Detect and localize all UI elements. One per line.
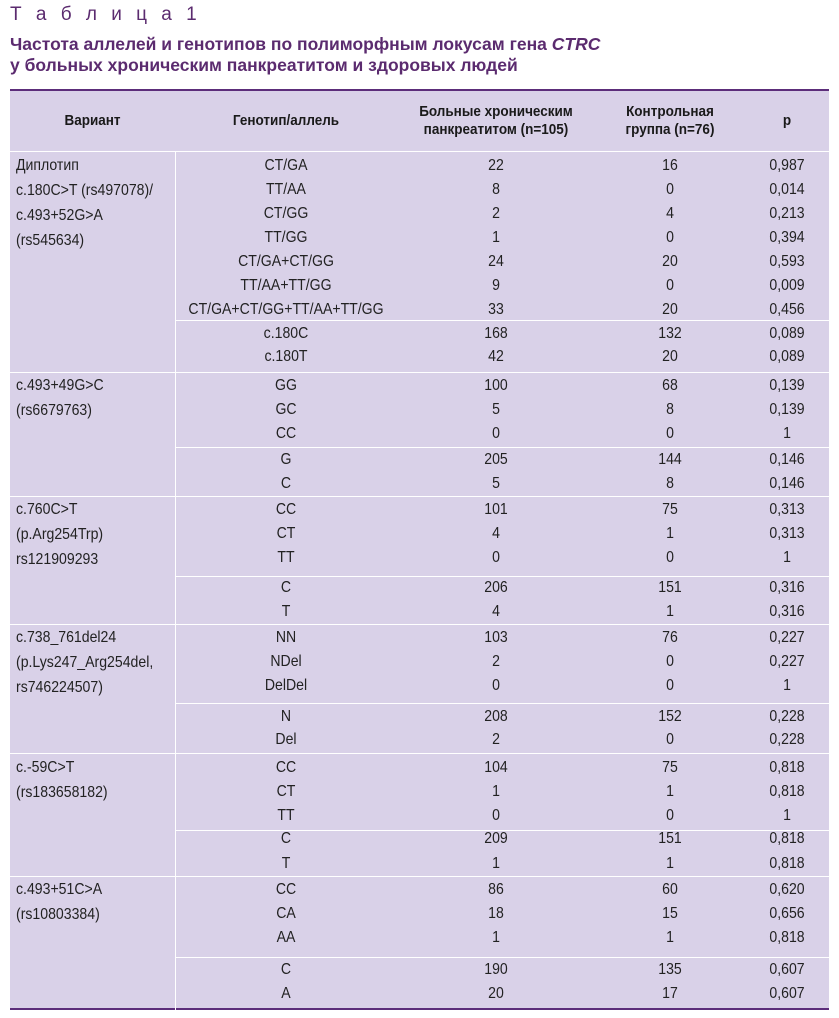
variant-label: c.493+52G>A xyxy=(16,207,103,224)
allele-p-value: 0,089 xyxy=(769,348,805,365)
allele-control-count: 152 xyxy=(658,708,682,725)
genotype-p-value: 0,818 xyxy=(769,759,805,776)
genotype-control-count: 20 xyxy=(662,253,678,270)
variant-label: c.760C>T xyxy=(16,501,78,518)
header-patients-line1: Больные хроническим xyxy=(419,103,573,120)
table-label: Т а б л и ц а 1 xyxy=(10,4,202,25)
variant-label: Диплотип xyxy=(16,157,79,174)
allele-p-value: 0,316 xyxy=(769,603,805,620)
genotype-control-count: 0 xyxy=(666,181,674,198)
genotype-control-count: 75 xyxy=(662,759,678,776)
genotype-patients-count: 1 xyxy=(492,783,500,800)
variant-label: (rs10803384) xyxy=(16,906,100,923)
title-gene: CTRC xyxy=(551,34,601,54)
genotype-patients-count: 2 xyxy=(492,205,500,222)
allele-separator xyxy=(176,957,829,958)
allele-control-count: 132 xyxy=(658,325,682,342)
genotype-control-count: 0 xyxy=(666,549,674,566)
genotype-control-count: 0 xyxy=(666,653,674,670)
allele-control-count: 151 xyxy=(658,830,682,847)
genotype-p-value: 0,818 xyxy=(769,929,805,946)
genotype-control-count: 68 xyxy=(662,377,678,394)
genotype-patients-count: 33 xyxy=(488,301,504,318)
genotype-name: GG xyxy=(275,377,297,394)
allele-name: T xyxy=(281,855,291,872)
header-control xyxy=(603,91,738,151)
genotype-patients-count: 24 xyxy=(488,253,504,270)
genotype-name: CA xyxy=(276,905,296,922)
genotype-p-value: 1 xyxy=(783,549,791,566)
allele-name: c.180C xyxy=(263,325,309,342)
genotype-patients-count: 8 xyxy=(492,181,500,198)
allele-p-value: 0,818 xyxy=(769,830,805,847)
genotype-control-count: 1 xyxy=(666,525,674,542)
allele-p-value: 0,228 xyxy=(769,708,805,725)
genotype-patients-count: 9 xyxy=(492,277,500,294)
allele-separator xyxy=(176,320,829,321)
genotype-p-value: 0,009 xyxy=(769,277,805,294)
genotype-name: CT xyxy=(276,783,296,800)
variant-label: (rs183658182) xyxy=(16,784,108,801)
genotype-control-count: 4 xyxy=(666,205,674,222)
group-separator xyxy=(10,753,829,754)
allele-name: C xyxy=(280,475,292,492)
genotype-name: CC xyxy=(275,759,297,776)
header-separator xyxy=(10,151,829,152)
genotype-control-count: 20 xyxy=(662,301,678,318)
allele-patients-count: 208 xyxy=(484,708,508,725)
genotype-p-value: 0,139 xyxy=(769,401,805,418)
allele-separator xyxy=(176,576,829,577)
allele-patients-count: 20 xyxy=(488,985,504,1002)
genotype-p-value: 1 xyxy=(783,807,791,824)
genotype-control-count: 60 xyxy=(662,881,678,898)
allele-patients-count: 205 xyxy=(484,451,508,468)
genotype-name: CT xyxy=(276,525,296,542)
variant-label: (p.Arg254Trp) xyxy=(16,526,104,543)
variant-label: rs121909293 xyxy=(16,551,99,568)
genotype-name: CC xyxy=(275,881,297,898)
data-table xyxy=(10,89,829,1010)
allele-control-count: 144 xyxy=(658,451,682,468)
variant-label: c.493+49G>C xyxy=(16,377,104,394)
genotype-control-count: 16 xyxy=(662,157,678,174)
allele-control-count: 1 xyxy=(666,603,674,620)
genotype-p-value: 0,014 xyxy=(769,181,805,198)
genotype-name: NDel xyxy=(270,653,302,670)
allele-p-value: 0,228 xyxy=(769,731,805,748)
genotype-name: CT/GA+CT/GG xyxy=(238,253,334,270)
genotype-name: NN xyxy=(275,629,297,646)
allele-separator xyxy=(176,703,829,704)
allele-patients-count: 42 xyxy=(488,348,504,365)
variant-label: c.493+51C>A xyxy=(16,881,103,898)
genotype-name: TT xyxy=(277,807,295,824)
genotype-name: CT/GG xyxy=(263,205,309,222)
header-patients xyxy=(407,91,585,151)
genotype-name: AA xyxy=(276,929,296,946)
genotype-patients-count: 5 xyxy=(492,401,500,418)
genotype-name: TT/AA xyxy=(266,181,306,198)
genotype-control-count: 0 xyxy=(666,677,674,694)
allele-patients-count: 209 xyxy=(484,830,508,847)
allele-control-count: 151 xyxy=(658,579,682,596)
variant-column-divider xyxy=(175,151,176,1010)
allele-name: Del xyxy=(275,731,297,748)
genotype-p-value: 0,313 xyxy=(769,501,805,518)
genotype-control-count: 15 xyxy=(662,905,678,922)
genotype-patients-count: 100 xyxy=(484,377,508,394)
variant-label: (rs545634) xyxy=(16,232,85,249)
genotype-patients-count: 0 xyxy=(492,677,500,694)
header-control-line1: Контрольная xyxy=(626,103,714,120)
title-line1-prefix: Частота аллелей и генотипов по полиморфным локусам гена xyxy=(10,34,552,54)
allele-p-value: 0,607 xyxy=(769,985,805,1002)
genotype-control-count: 8 xyxy=(666,401,674,418)
genotype-name: CC xyxy=(275,425,297,442)
table-title xyxy=(10,34,600,76)
variant-label: c.-59C>T xyxy=(16,759,75,776)
allele-control-count: 135 xyxy=(658,961,682,978)
variant-label: (rs6679763) xyxy=(16,402,92,419)
allele-control-count: 1 xyxy=(666,855,674,872)
genotype-p-value: 0,394 xyxy=(769,229,805,246)
allele-p-value: 0,316 xyxy=(769,579,805,596)
genotype-p-value: 0,818 xyxy=(769,783,805,800)
allele-separator xyxy=(176,447,829,448)
genotype-p-value: 0,227 xyxy=(769,653,805,670)
genotype-name: TT/AA+TT/GG xyxy=(240,277,332,294)
genotype-patients-count: 4 xyxy=(492,525,500,542)
genotype-patients-count: 1 xyxy=(492,229,500,246)
genotype-p-value: 1 xyxy=(783,425,791,442)
genotype-p-value: 0,456 xyxy=(769,301,805,318)
genotype-p-value: 0,656 xyxy=(769,905,805,922)
genotype-name: DelDel xyxy=(264,677,308,694)
allele-p-value: 0,607 xyxy=(769,961,805,978)
header-genotype: Генотип/аллель xyxy=(232,112,340,129)
genotype-control-count: 0 xyxy=(666,277,674,294)
allele-p-value: 0,146 xyxy=(769,475,805,492)
genotype-p-value: 0,139 xyxy=(769,377,805,394)
genotype-patients-count: 101 xyxy=(484,501,508,518)
allele-name: T xyxy=(281,603,291,620)
allele-name: A xyxy=(281,985,291,1002)
allele-patients-count: 168 xyxy=(484,325,508,342)
allele-patients-count: 1 xyxy=(492,855,500,872)
genotype-p-value: 0,227 xyxy=(769,629,805,646)
allele-control-count: 17 xyxy=(662,985,678,1002)
header-patients-line2: панкреатитом (n=105) xyxy=(423,121,569,138)
group-separator xyxy=(10,496,829,497)
allele-p-value: 0,818 xyxy=(769,855,805,872)
genotype-p-value: 0,213 xyxy=(769,205,805,222)
allele-name: C xyxy=(280,830,292,847)
genotype-name: CC xyxy=(275,501,297,518)
variant-label: c.180C>T (rs497078)/ xyxy=(16,182,154,199)
genotype-patients-count: 0 xyxy=(492,807,500,824)
genotype-name: GC xyxy=(275,401,297,418)
genotype-control-count: 75 xyxy=(662,501,678,518)
genotype-p-value: 1 xyxy=(783,677,791,694)
allele-name: c.180T xyxy=(264,348,308,365)
allele-control-count: 0 xyxy=(666,731,674,748)
allele-p-value: 0,146 xyxy=(769,451,805,468)
allele-name: G xyxy=(280,451,292,468)
allele-patients-count: 2 xyxy=(492,731,500,748)
genotype-patients-count: 0 xyxy=(492,549,500,566)
genotype-name: TT xyxy=(277,549,295,566)
genotype-patients-count: 86 xyxy=(488,881,504,898)
group-separator xyxy=(10,876,829,877)
header-variant: Вариант xyxy=(64,112,121,129)
allele-patients-count: 206 xyxy=(484,579,508,596)
genotype-patients-count: 2 xyxy=(492,653,500,670)
group-separator xyxy=(10,372,829,373)
genotype-patients-count: 22 xyxy=(488,157,504,174)
allele-name: N xyxy=(280,708,292,725)
variant-label: c.738_761del24 xyxy=(16,629,117,646)
allele-control-count: 20 xyxy=(662,348,678,365)
genotype-name: CT/GA+CT/GG+TT/AA+TT/GG xyxy=(188,301,384,318)
genotype-patients-count: 104 xyxy=(484,759,508,776)
allele-control-count: 8 xyxy=(666,475,674,492)
variant-label: (p.Lys247_Arg254del, xyxy=(16,654,154,671)
header-control-line2: группа (n=76) xyxy=(625,121,715,138)
allele-p-value: 0,089 xyxy=(769,325,805,342)
title-line2: у больных хроническим панкреатитом и здоровых людей xyxy=(10,55,518,75)
genotype-control-count: 76 xyxy=(662,629,678,646)
genotype-name: CT/GA xyxy=(264,157,308,174)
genotype-patients-count: 0 xyxy=(492,425,500,442)
genotype-control-count: 0 xyxy=(666,807,674,824)
allele-name: C xyxy=(280,961,292,978)
header-p: p xyxy=(782,112,792,129)
genotype-control-count: 0 xyxy=(666,425,674,442)
genotype-p-value: 0,313 xyxy=(769,525,805,542)
genotype-p-value: 0,593 xyxy=(769,253,805,270)
group-separator xyxy=(10,624,829,625)
genotype-control-count: 1 xyxy=(666,929,674,946)
allele-patients-count: 190 xyxy=(484,961,508,978)
genotype-control-count: 0 xyxy=(666,229,674,246)
allele-name: C xyxy=(280,579,292,596)
genotype-patients-count: 103 xyxy=(484,629,508,646)
variant-label: rs746224507) xyxy=(16,679,103,696)
genotype-p-value: 0,620 xyxy=(769,881,805,898)
genotype-control-count: 1 xyxy=(666,783,674,800)
allele-patients-count: 5 xyxy=(492,475,500,492)
genotype-name: TT/GG xyxy=(264,229,308,246)
genotype-p-value: 0,987 xyxy=(769,157,805,174)
allele-patients-count: 4 xyxy=(492,603,500,620)
genotype-patients-count: 18 xyxy=(488,905,504,922)
genotype-patients-count: 1 xyxy=(492,929,500,946)
